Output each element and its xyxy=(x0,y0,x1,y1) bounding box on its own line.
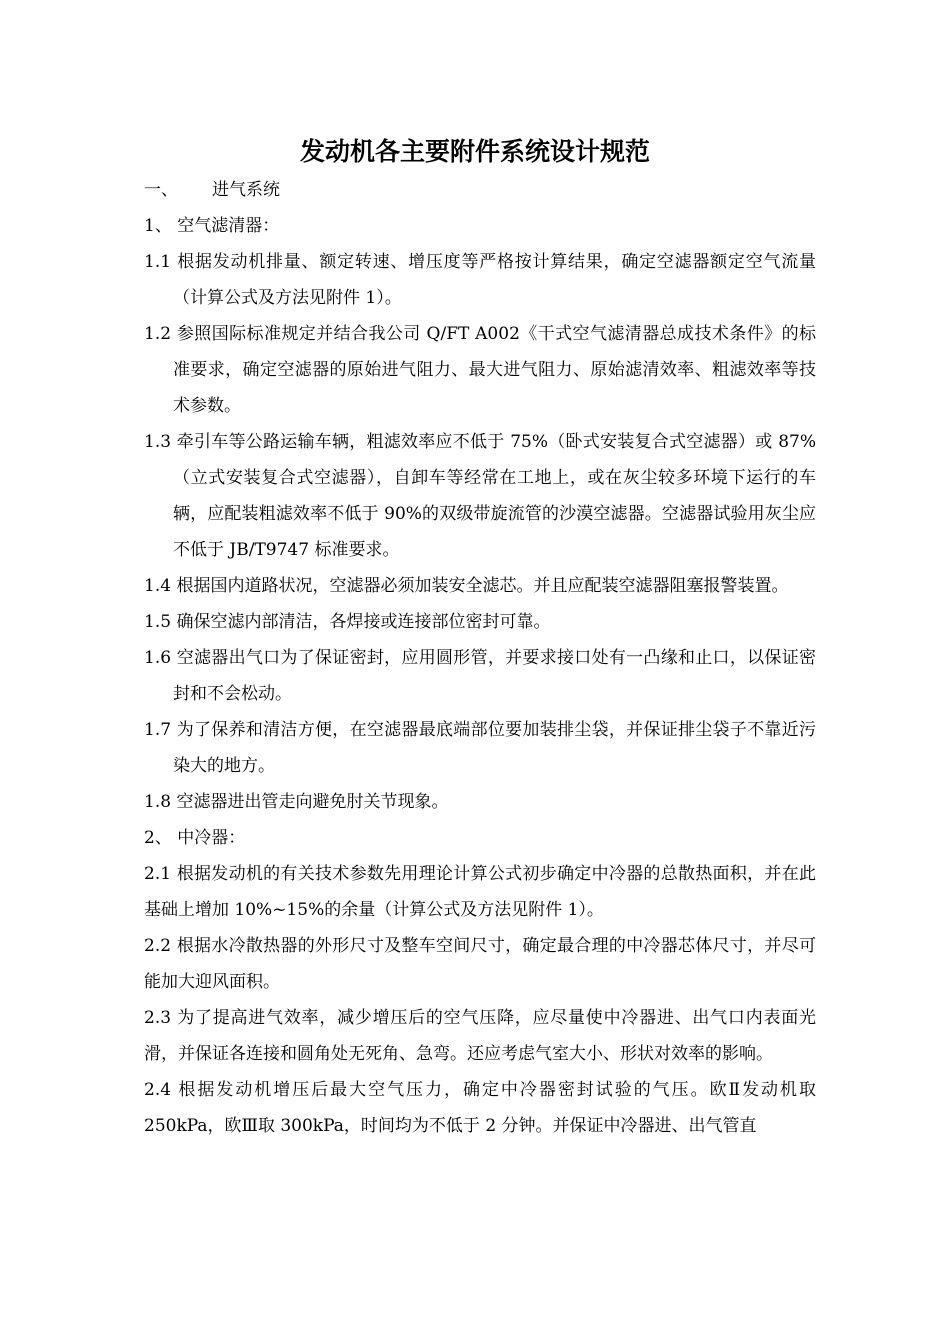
section-number: 一、 xyxy=(144,180,178,200)
document-title: 发动机各主要附件系统设计规范 xyxy=(299,137,650,166)
document-body xyxy=(144,172,816,1144)
clause-1-8: 1.8 空滤器进出管走向避免肘关节现象。 xyxy=(144,792,449,812)
clause-2-2: 2.2 根据水冷散热器的外形尺寸及整车空间尺寸，确定最合理的中冷器芯体尺寸，并尽可能加大迎风面积。 xyxy=(144,936,816,992)
section-title: 进气系统 xyxy=(212,180,280,200)
clause-2-1: 2.1 根据发动机的有关技术参数先用理论计算公式初步确定中冷器的总散热面积，并在此基础上增加 10%~15%的余量（计算公式及方法见附件 1）。 xyxy=(144,864,816,920)
clause-1-5: 1.5 确保空滤内部清洁，各焊接或连接部位密封可靠。 xyxy=(144,612,551,632)
clause-1-6: 1.6 空滤器出气口为了保证密封，应用圆形管，并要求接口处有一凸缘和止口，以保证密封和不会松动。 xyxy=(144,648,816,704)
clause-2-3: 2.3 为了提高进气效率，减少增压后的空气压降，应尽量使中冷器进、出气口内表面光滑，并保证各连接和圆角处无死角、急弯。还应考虑气室大小、形状对效率的影响。 xyxy=(144,1008,816,1064)
subsection-heading-intercooler: 2、 中冷器： xyxy=(144,828,246,848)
clause-1-1: 1.1 根据发动机排量、额定转速、增压度等严格按计算结果，确定空滤器额定空气流量（计算公式及方法见附件 1）。 xyxy=(144,252,816,308)
clause-1-4: 1.4 根据国内道路状况，空滤器必须加装安全滤芯。并且应配装空滤器阻塞报警装置。 xyxy=(144,576,789,596)
clause-2-4: 2.4 根据发动机增压后最大空气压力，确定中冷器密封试验的气压。欧Ⅱ发动机取 250kPa，欧Ⅲ取 300kPa，时间均为不低于 2 分钟。并保证中冷器进、出气管直 xyxy=(144,1080,816,1136)
section-heading xyxy=(144,172,816,208)
clause-1-2: 1.2 参照国际标准规定并结合我公司 Q/FT A002《干式空气滤清器总成技术条件》的标准要求，确定空滤器的原始进气阻力、最大进气阻力、原始滤清效率、粗滤效率等技术参数。 xyxy=(144,324,816,416)
subsection-heading-air-filter: 1、 空气滤清器： xyxy=(144,216,280,236)
clause-1-3: 1.3 牵引车等公路运输车辆，粗滤效率应不低于 75%（卧式安装复合式空滤器）或 87%（立式安装复合式空滤器），自卸车等经常在工地上，或在灰尘较多环境下运行的车辆，应配装粗滤效率不低于 90%的双级带旋流管的沙漠空滤器。空滤器试验用灰尘应不低于 JB/T9747 标准要求。 xyxy=(144,432,816,560)
clause-1-7: 1.7 为了保养和清洁方便，在空滤器最底端部位要加装排尘袋，并保证排尘袋子不靠近污染大的地方。 xyxy=(144,720,816,776)
